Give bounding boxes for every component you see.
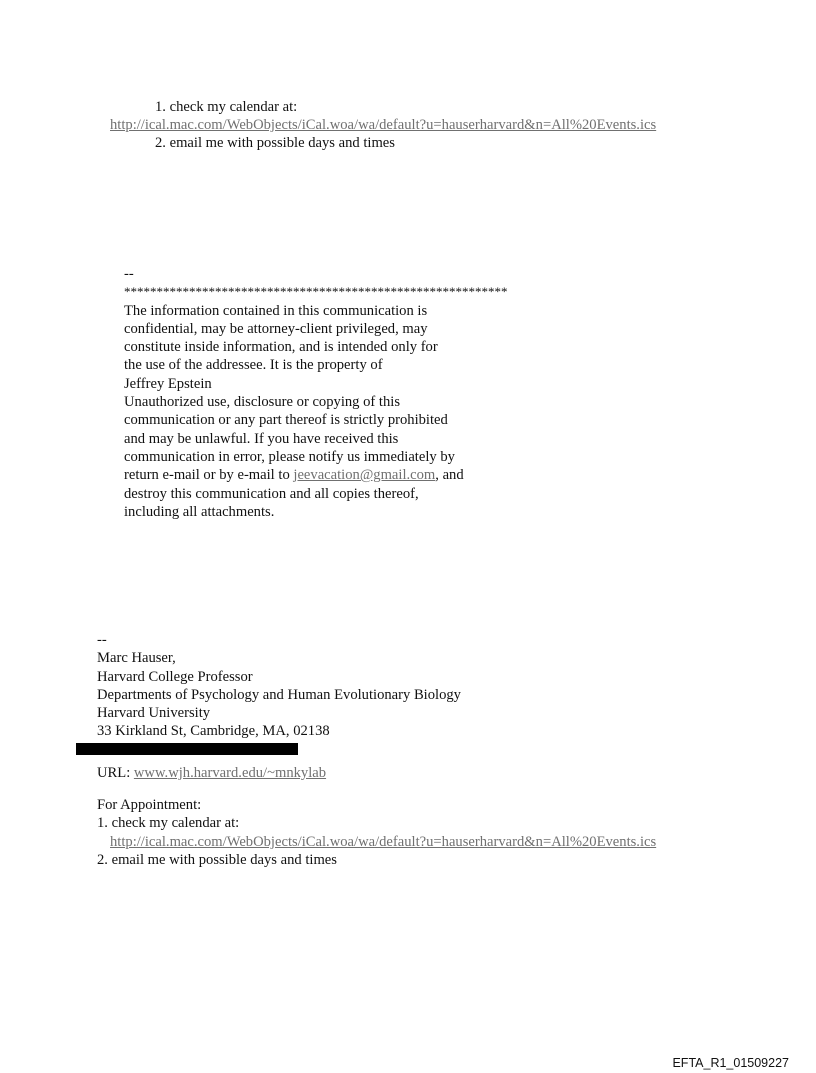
calendar-instruction-1: 1. check my calendar at: <box>155 99 298 115</box>
calendar-instruction-2: 2. email me with possible days and times <box>155 135 395 151</box>
disclaimer-line: the use of the addressee. It is the property of <box>124 357 383 374</box>
disclaimer-line: Jeffrey Epstein <box>124 375 212 392</box>
redaction-bar <box>76 743 298 755</box>
signature-address: 33 Kirkland St, Cambridge, MA, 02138 <box>97 723 330 740</box>
appointment-item-1: 1. check my calendar at: <box>97 815 240 832</box>
appointment-item-2: 2. email me with possible days and times <box>97 851 337 868</box>
appointment-calendar-link[interactable]: http://ical.mac.com/WebObjects/iCal.woa/wa/default?u=hauserharvard&n=All%20Events.ics <box>110 833 657 850</box>
appointment-label: For Appointment: <box>97 797 202 814</box>
disclaimer-line: communication in error, please notify us immediately by <box>124 448 455 465</box>
disclaimer-line: and may be unlawful. If you have received this <box>124 430 399 447</box>
disclaimer-line-return <box>124 466 508 484</box>
disclaimer-line: destroy this communication and all copies thereof, <box>124 485 419 502</box>
spacer <box>97 782 656 796</box>
signature-url-line <box>97 764 656 782</box>
return-prefix: return e-mail or by e-mail to <box>124 467 294 484</box>
confidentiality-disclaimer <box>124 265 508 521</box>
signature-department: Departments of Psychology and Human Evolutionary Biology <box>97 686 461 703</box>
disclaimer-line: including all attachments. <box>124 503 275 520</box>
signature-title: Harvard College Professor <box>97 668 253 685</box>
signature-name: Marc Hauser, <box>97 650 176 667</box>
disclaimer-line: Unauthorized use, disclosure or copying of this <box>124 394 401 411</box>
signature-university: Harvard University <box>97 705 211 722</box>
document-id: EFTA_R1_01509227 <box>672 1056 789 1070</box>
calendar-link[interactable]: http://ical.mac.com/WebObjects/iCal.woa/wa/default?u=hauserharvard&n=All%20Events.ics <box>110 117 657 133</box>
signature-dashes: -- <box>97 632 107 648</box>
url-label: URL: <box>97 764 134 781</box>
disclaimer-line: confidential, may be attorney-client privileged, may <box>124 320 428 337</box>
disclaimer-line: communication or any part thereof is strictly prohibited <box>124 412 448 429</box>
lab-website-link[interactable]: www.wjh.harvard.edu/~mnkylab <box>133 764 327 781</box>
disclaimer-line: constitute inside information, and is intended only for <box>124 339 438 356</box>
return-suffix: , and <box>435 467 464 484</box>
separator-dashes: -- <box>124 266 134 282</box>
disclaimer-line: The information contained in this communication is <box>124 302 428 319</box>
separator-stars: *********************************************************** <box>124 284 508 300</box>
email-link[interactable]: jeevacation@gmail.com <box>293 467 436 484</box>
